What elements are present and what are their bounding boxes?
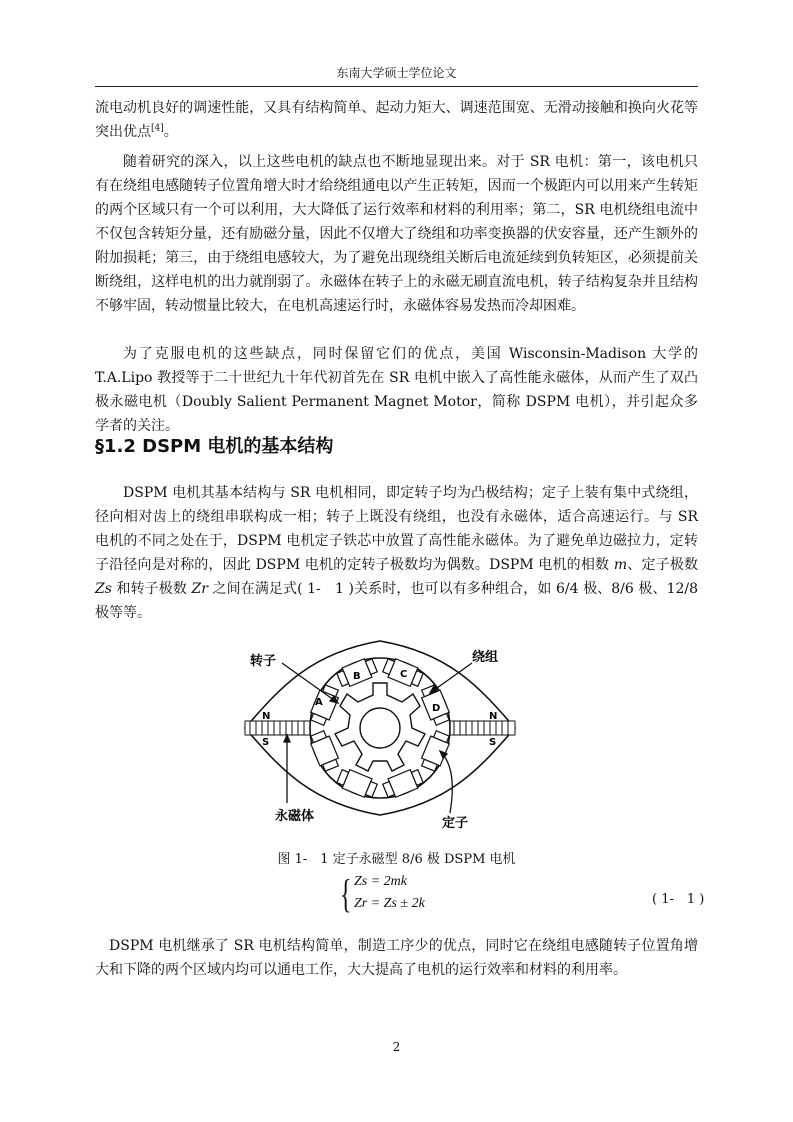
header-rule xyxy=(95,86,698,87)
header-title: 东南大学硕士学位论文 xyxy=(336,66,457,80)
equation xyxy=(340,871,490,918)
paragraph-1-text: 流电动机良好的调速性能，又具有结构简单、起动力矩大、调速范围宽、无滑动接触和换向火花等突出优点 xyxy=(95,100,698,140)
label-s-right: S xyxy=(489,737,497,748)
page-number: 2 xyxy=(392,1040,401,1054)
paragraph-5: DSPM 电机继承了 SR 电机结构简单，制造工序少的优点，同时它在绕组电感随转子位置角增大和下降的两个区域内均可以通电工作，大大提高了电机的运行效率和材料的利用率。 xyxy=(95,938,698,978)
label-phase-c: C xyxy=(400,669,408,680)
label-winding: 绕组 xyxy=(472,650,499,665)
equation-line-1: Zs = 2mk xyxy=(354,874,408,889)
symbol-zr: Zr xyxy=(191,581,208,597)
citation: [4] xyxy=(151,123,164,134)
symbol-zs: Zs xyxy=(95,581,112,597)
paragraph-4-a: DSPM 电机其基本结构与 SR 电机相同，即定转子均为凸极结构；定子上装有集中式绕组，径向相对齿上的绕组串联构成一相；转子上既没有绕组，也没有永磁体，适合高速运行。与 SR 电机的不同之处在于，DSPM 电机定子铁芯中放置了高性能永磁体。为了避免单边磁拉力，定转子沿径向是对称的，因此 DSPM 电机的定转子极数均为偶数。DSPM 电机的相数 xyxy=(95,485,698,573)
paragraph-4-d: 之间在满足式( 1- 1 )关系时，也可以有多种组合，如 6/4 极、8/6 极、12/8 极等等。 xyxy=(95,581,699,621)
paragraph-4-b: 、定子极数 xyxy=(627,557,698,573)
label-phase-a: A xyxy=(315,697,323,708)
paragraph-2: 随着研究的深入，以上这些电机的缺点也不断地显现出来。对于 SR 电机：第一，该电机只有在绕组电感随转子位置角增大时才给绕组通电以产生正转矩，因而一个极距内可以用来产生转矩的两个区域只有一个可以利用，大大降低了运行效率和材料的利用率；第二，SR 电机绕组电流中不仅包含转矩分量，还有励磁分量，因此不仅增大了绕组和功率变换器的伏安容量，还产生额外的附加损耗；第三，由于绕组电感较大，为了避免出现绕组关断后电流延续到负转矩区，必须提前关断绕组，这样电机的出力就削弱了。永磁体在转子上的永磁无刷直流电机，转子结构复杂并且结构不够牢固，转动惯量比较大，在电机高速运行时，永磁体容易发热而冷却困难。 xyxy=(95,154,698,314)
equation-number: ( 1- 1 ) xyxy=(652,892,705,907)
dspm-motor-figure xyxy=(240,633,520,839)
paragraph-4 xyxy=(95,481,698,625)
label-s-left: S xyxy=(262,737,270,748)
label-rotor: 转子 xyxy=(250,654,277,669)
symbol-m: m xyxy=(613,557,628,573)
paragraph-3: 为了克服电机的这些缺点，同时保留它们的优点，美国 Wisconsin-Madison 大学的 T.A.Lipo 教授等于二十世纪九十年代初首先在 SR 电机中嵌入了高性能永磁体，从而产生了双凸极永磁电机（Doubly Salient Permanent Magnet Motor，简称 DSPM 电机），并引起众多学者的关注。 xyxy=(95,346,698,434)
paragraph-1-end: 。 xyxy=(163,124,178,140)
label-n-right: N xyxy=(489,711,498,722)
label-phase-b: B xyxy=(353,671,361,682)
rotor-shaft xyxy=(360,708,400,748)
paragraph-4-c: 和转子极数 xyxy=(111,581,192,597)
label-n-left: N xyxy=(262,711,271,722)
equation-line-2: Zr = Zs ± 2k xyxy=(354,896,425,911)
figure-caption: 图 1- 1 定子永磁型 8/6 极 DSPM 电机 xyxy=(277,852,516,867)
paragraph-1 xyxy=(95,96,698,144)
label-magnet: 永磁体 xyxy=(275,809,315,824)
equation-brace: { xyxy=(340,871,352,916)
label-stator: 定子 xyxy=(442,816,469,831)
section-title: §1.2 DSPM 电机的基本结构 xyxy=(95,436,334,457)
label-phase-d: D xyxy=(432,703,441,714)
dspm-motor-diagram xyxy=(240,633,520,839)
